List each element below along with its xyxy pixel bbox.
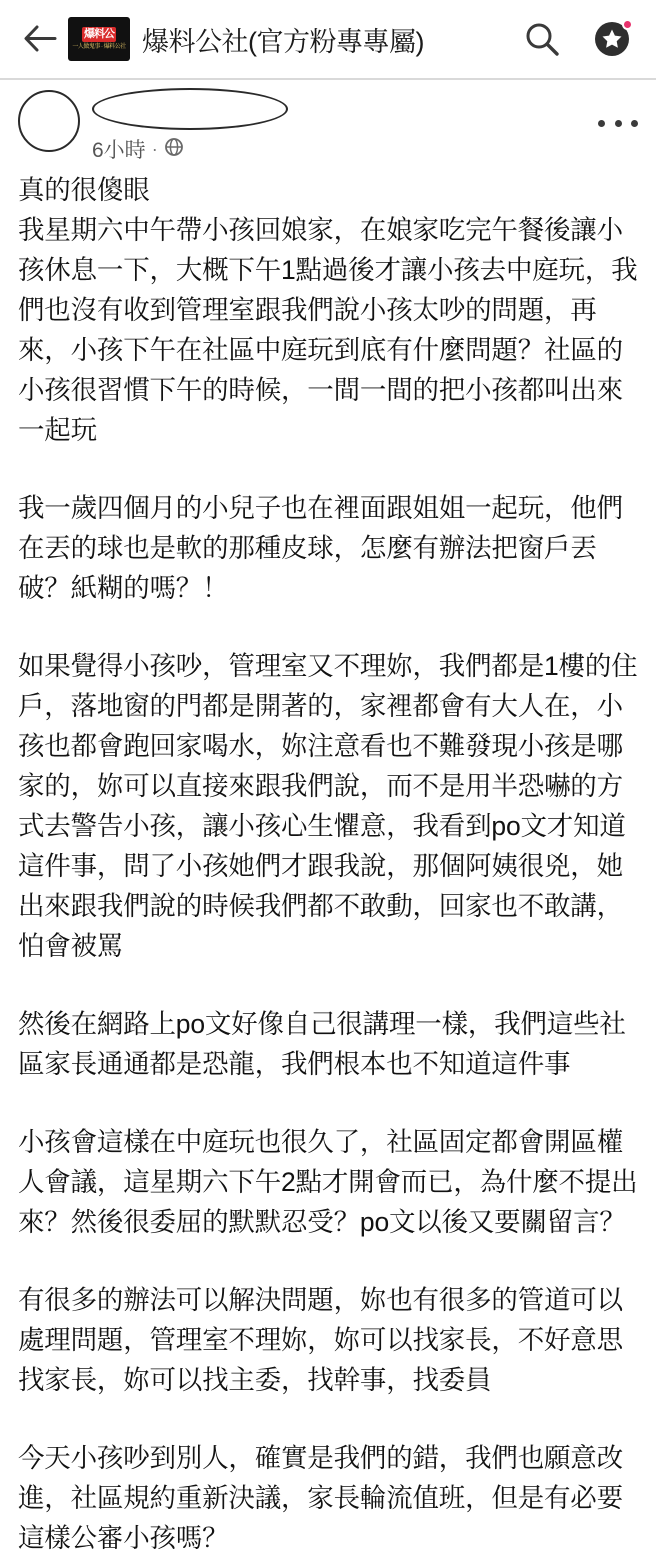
more-options-icon[interactable] [598, 108, 638, 138]
page-logo-badge: 爆料公 [84, 28, 114, 40]
post-paragraph: 我一歲四個月的小兒子也在裡面跟姐姐一起玩，他們在丟的球也是軟的那種皮球，怎麼有辦法把窗戶丟破？紙糊的嗎？！ [18, 493, 623, 603]
author-name-redaction [92, 88, 288, 130]
post-paragraph: 然後在網路上po文好像自己很講理一樣，我們這些社區家長通通都是恐龍，我們根本也不知道這件事 [18, 1009, 626, 1079]
notification-dot [622, 19, 633, 30]
post-paragraph: 有很多的辦法可以解決問題，妳也有很多的管道可以處理問題，管理室不理妳，妳可以找家長，不好意思找家長，妳可以找主委，找幹事，找委員 [18, 1285, 623, 1395]
post-header [0, 80, 656, 166]
post-meta [92, 88, 640, 164]
top-bar-actions [520, 17, 638, 61]
page-logo-subtext: 一人做鬼事 · 爆料公社 [72, 44, 126, 50]
post-body [0, 166, 656, 1558]
page-title: 爆料公社(官方粉專專屬) [142, 26, 424, 57]
post-paragraph: 小孩會這樣在中庭玩也很久了，社區固定都會開區權人會議，這星期六下午2點才開會而已，為什麼不提出來？然後很委屈的默默忍受？po文以後又要關留言？ [18, 1127, 638, 1237]
post-paragraph: 如果覺得小孩吵，管理室又不理妳，我們都是1樓的住戶，落地窗的門都是開著的，家裡都會有大人在，小孩也都會跑回家喝水，妳注意看也不難發現小孩是哪家的，妳可以直接來跟我們說，而不是用半恐嚇的方式去警告小孩，讓小孩心生懼意，我看到po文才知道這件事，問了小孩她們才跟我說，那個阿姨很兇，她出來跟我們說的時候我們都不敢動，回家也不敢講，怕會被罵 [18, 651, 638, 961]
page-logo-inner [71, 20, 127, 58]
globe-icon [164, 137, 184, 162]
avatar[interactable] [18, 90, 80, 152]
post-timestamp: 6小時 [92, 139, 146, 162]
search-icon[interactable] [520, 17, 564, 61]
star-badge-icon[interactable] [590, 17, 634, 61]
page-logo[interactable] [68, 17, 130, 61]
post-paragraph: 真的很傻眼 [18, 175, 150, 205]
app-top-bar [0, 0, 656, 78]
post-paragraph: 我星期六中午帶小孩回娘家，在娘家吃完午餐後讓小孩休息一下，大概下午1點過後才讓小孩去中庭玩，我們也沒有收到管理室跟我們說小孩太吵的問題，再來，小孩下午在社區中庭玩到底有什麼問題？社區的小孩很習慣下午的時候，一間一間的把小孩都叫出來一起玩 [18, 215, 638, 445]
post-timestamp-row[interactable] [92, 134, 640, 164]
post-paragraph: 今天小孩吵到別人，確實是我們的錯，我們也願意改進，社區規約重新決議，家長輪流值班，但是有必要這樣公審小孩嗎？ [18, 1443, 623, 1553]
back-arrow-icon[interactable] [14, 13, 66, 65]
timestamp-separator: · [151, 138, 158, 159]
